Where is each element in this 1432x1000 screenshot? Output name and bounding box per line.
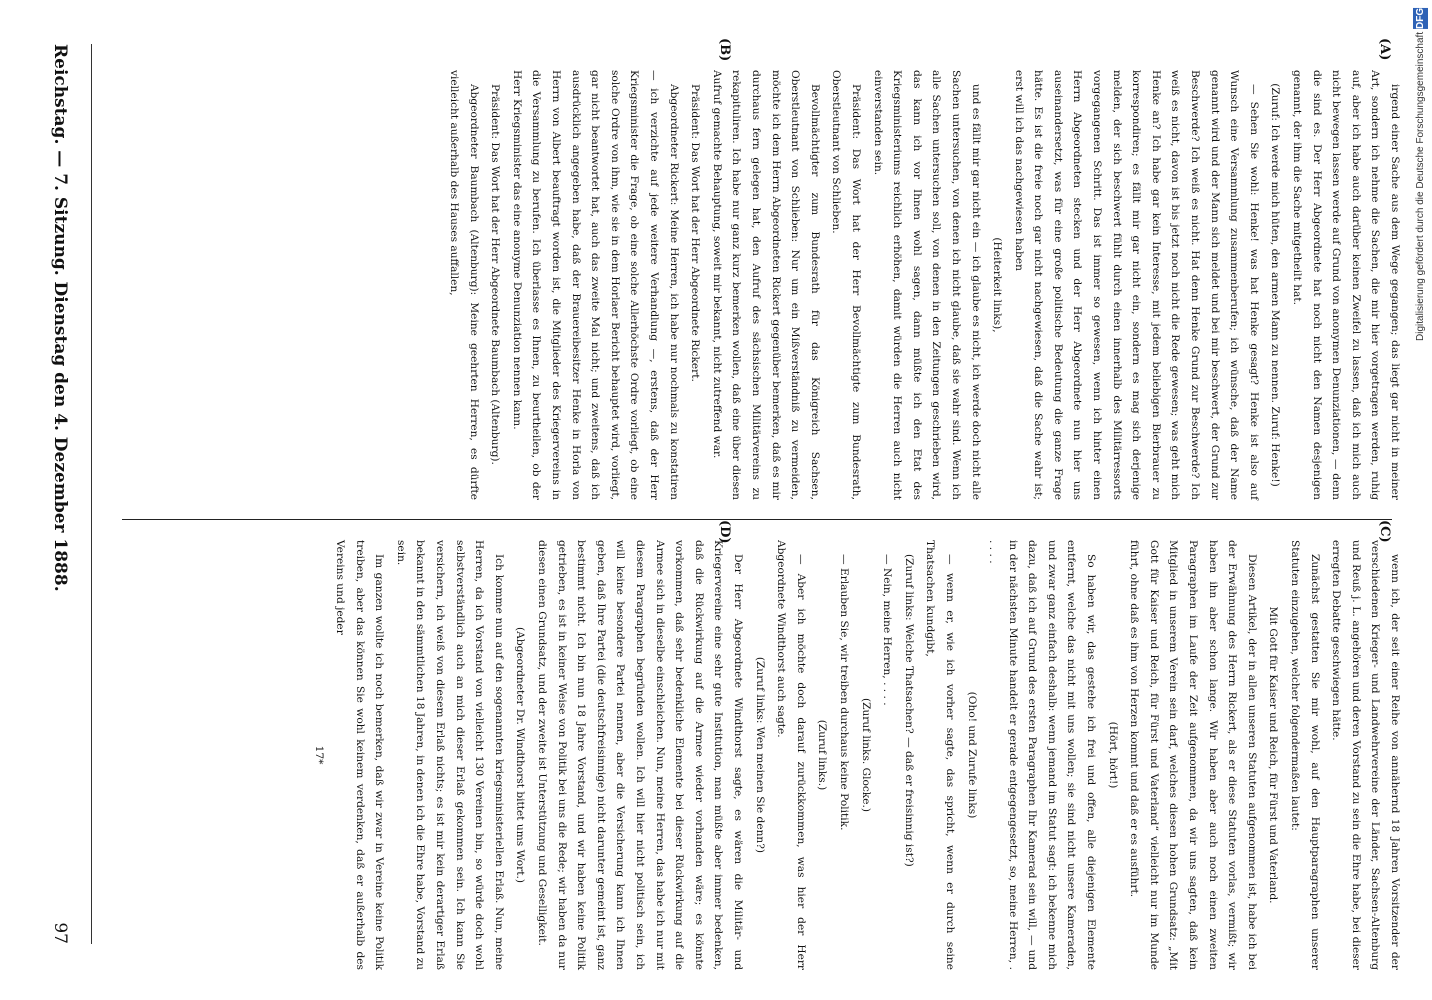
interjection: (Zuruf links.) [816,719,829,791]
signature-mark: 17* [312,745,325,765]
header-rule [91,44,92,944]
paragraph: — wenn er, wie ich vorher sagte, das spricht, wenn er durch seine Thatsachen kundgibt, [924,540,956,970]
margin-mark-b: (B) [717,38,732,62]
paragraph: Präsident: Das Wort hat der Herr Bevollmächtigte zum Bundesrath, Oberstleutnant von Schlieben. [830,70,862,500]
column-divider [122,519,1392,520]
dfg-logo: DFG [1415,8,1426,30]
paragraph: Zunächst gestatten Sie mir wohl, auf den Hauptparagraphen unserer Statuten einzugehen, welcher folgendermaßen lautet: [1289,540,1321,970]
paragraph: Abgeordneter Baumbach (Altenburg): Meine geehrten Herren, es dürfte vielleicht außerhalb des Hauses auffallen, [448,70,480,500]
paragraph: Ich komme nun auf den sogenannten kriegsministeriellen Erlaß. Nun, meine Herren, da ich Vorstand von vielleicht 130 Vereinen bin, so würde doch wohl selbstverständlich auch an mich dieser Erlaß gekommen sein. Ich kann Sie versichern, ich weiß von diesem Erlaß nichts; es ist mir kein derartiger Erlaß bekannt in den sämmtlichen 18 Jahren, in denen ich die Ehre habe, Vorstand zu sein. [394,540,505,971]
paragraph: irgend einer Sache aus dem Wege gegangen; das liegt gar nicht in meiner Art, sondern ich nehme die Sachen, die mir hier vorgetragen werden, ruhig auf, aber ich habe auch darüber keinen Zweifel zu lassen, daß ich mich auch nicht bewegen lassen werde auf Grund von anonymen Denunziationen, — denn die sind es. Der Herr Abgeordnete hat noch nicht den Namen desjenigen genannt, der ihm die Sache mitgetheilt hat. [1291,70,1401,500]
digitization-credit [1415,8,1426,341]
paragraph: Diesen Artikel, der in allen unseren Statuten aufgenommen ist, habe ich bei der Erwähnung des Herrn Rickert, als er diese Statuten vorlas, vermißt; wir haben ihn aber schon lange. Wir haben aber auch noch einen zweiten Paragraphen im Laufe der Zeit aufgenommen, da wir uns sagten, daß kein Mitglied in unserem Verein sein darf, welches diesen hohen Grundsatz: „Mit Gott für Kaiser und Reich, für Fürst und Vaterland“ vielleicht nur im Munde führt, ohne daß es ihm von Herzen kommt und daß er es ausführt. [1128,540,1258,970]
credit-text: Digitalisierung gefördert durch die Deutsche Forschungsgemeinschaft [1415,31,1426,341]
margin-mark-a: (A) [1377,38,1392,61]
interjection: (Zuruf links: Wen meinen Sie denn?) [753,656,766,854]
paragraph: — Nein, meine Herren, . . . . [881,554,894,706]
interjection: (Zuruf: Ich werde mich hüten, den armen Mann zu nennen. Zuruf: Henke!) [1269,83,1282,487]
paragraph: Präsident: Das Wort hat der Herr Abgeordnete Rickert. [689,84,702,382]
paragraph: Im ganzen wollte ich noch bemerken, daß wir zwar in Vereine keine Politik treiben, aber das können Sie wohl keinem verdenken, daß er außerhalb des Vereins und jeder [334,540,386,970]
interjection: (Zuruf links. Glocke.) [859,697,872,813]
paragraph: — Sehen Sie wohl: Henke! was hat Henke gesagt? Henke ist also auf Wunsch eine Versammlung zusammenberufen; ich wünsche, daß der Name genannt wird und der Mann sich meldet und bei mir beschwert, der Grund zur Beschwerde? Ich weiß es nicht. Hat denn Henke Grund zur Beschwerde? Ich weiß es nicht, davon ist bis jetzt noch nicht die Rede gewesen; was geht mich Henke an? Ich habe gar kein Interesse, mit jedem beliebigen Bierbrauer zu korrespondiren; es fällt mir gar nicht ein, sondern es mag sich derjenige melden, der sich beschwert fühlt durch einen innerhalb des Militärressorts vorgegangenen Schritt. Das ist immer so gewesen, wenn ich hinter einen Herrn Abgeordneten stecken und der Herr Abgeordnete nun hier uns auseinandersetzt, was für eine große politische Bedeutung die ganze Frage hätte. Es ist die freie noch gar nicht nachgewiesen, daß die Sache wahr ist; erst will ich das nachgewiesen haben [1012,70,1260,500]
paragraph: und es fällt mir gar nicht ein — ich glaube es nicht, ich werde doch nicht alle Sachen untersuchen, von denen ich nicht glaube, daß sie wahr sind. Wenn ich alle Sachen untersuchen soll, von denen in den Zeitungen geschrieben wird, das kann ich vor Ihnen wohl sagen, dann müßte ich den Etat des Kriegsministeriums reichlich erhöhen, damit würden die Herren auch nicht einverstanden sein. [871,70,982,500]
paragraph: Abgeordneter Rickert: Meine Herren, ich habe nur nochmals zu konstatiren — ich verzichte auf jede weitere Verhandlung —, erstens, daß der Herr Kriegsminister die Frage, ob eine solche Allerhöchste Ordre vorliegt, ob eine solche Ordre von ihm, wie sie in dem Horlaer Bericht behauptet wird, vorliegt, gar nicht beantwortet hat, auch das zweite Mal nicht; und zweitens, daß ich ausdrücklich angegeben habe, daß der Brauereibesitzer Henke in Horla von Herrn von Albert beauftragt worden ist, die Mitglieder des Kriegervereins in die Versammlung zu berufen. Ich überlasse es Ihnen, zu beurtheilen, ob der Herr Kriegsminister das eine anonyme Denunziation nennen kann. [510,70,680,500]
paragraph: Bevollmächtigter zum Bundesrath für das Königreich Sachsen, Oberstleutnant von Schlieben: Nur um ein Mißverständniß zu vermeiden, möchte ich dem Herrn Abgeordneten Rickert gegenüber bemerken, daß es mir durchaus fern gelegen hat, den Aufruf des sächsischen Militärvereins zu rekapituliren. Ich habe nur ganz kurz bemerken wollen, daß eine über diesen Aufruf gemachte Behauptung, soweit mir bekannt, nicht zutreffend war. [710,70,821,500]
page-number: 97 [50,922,70,944]
margin-mark-d: (D) [717,520,732,544]
interjection: (Oho! und Zurufe links) [965,691,978,819]
interjection: (Heiterkeit links), [991,237,1004,333]
page-header [40,44,80,944]
right-column [124,540,1404,970]
motto: Mit Gott für Kaiser und Reich, für Fürst und Vaterland. [1267,606,1280,904]
header-title: Reichstag. — 7. Sitzung. Dienstag den 4. Dezember 1888. [50,44,70,592]
margin-mark-c: (C) [1377,520,1392,543]
paragraph: Der Herr Abgeordnete Windthorst sagte, es wären die Militär- und Kriegervereine eine sehr gute Institution, man müßte aber immer bedenken, daß die Rückwirkung auf die Armee wieder vorhanden wäre; es könnte vorkommen, daß sehr bedenkliche Elemente bei dieser Rückwirkung auf die Armee sich in dieselbe einschleichen. Nun, meine Herren, das habe ich nur mit diesem Paragraphen begründen wollen. Ich will hier nicht politisch sein, ich will keine besondere Partei nennen, aber die Versicherung kann ich Ihnen geben, daß Ihre Partei (die deutschfreisinnige) nicht darunter gemeint ist, ganz bestimmt nicht. Ich bin nun 18 Jahre Vorstand, und wir haben keine Politik getrieben, es ist in keiner Weise von Politik bei uns die Rede; wir haben da nur diesen einen Grundsatz, und der zweite ist Unterstützung und Geselligkeit. [536,540,744,970]
paragraph: So haben wir, das gestehe ich frei und offen, alle diejenigen Elemente entfernt, welche das nicht mit uns wollen; sie sind nicht unsere Kameraden, und zwar ganz einfach deshalb: wenn jemand im Statut sagt: ich bekenne mich dazu, daß ich auf Grund des ersten Paragraphen Ihr Kamerad sein will, — und in der nächsten Minute handelt er gerade entgegengesetzt, so, meine Herren, . . . . . [987,540,1098,970]
paragraph: (Zuruf links: Welche Thatsachen? — daß er freisinnig ist?) [902,554,915,867]
paragraph: Präsident: Das Wort hat der Herr Abgeordnete Baumbach (Altenburg). [489,84,502,465]
interjection: (Abgeordneter Dr. Windthorst bittet ums Wort.) [514,627,527,883]
interjection: (Hört, hört!) [1106,721,1119,789]
paragraph: — Aber ich möchte doch darauf zurückkommen, was hier der Herr Abgeordnete Windthorst auch sagte. [775,540,807,970]
left-column [124,70,1404,500]
paragraph: — Erlauben Sie, wir treiben durchaus keine Politik. [837,554,850,831]
paragraph: wenn ich, der seit einer Reihe von annähernd 18 Jahren Vorsitzender der verschiedenen Krieger- und Landwehrvereine der Länder, Sachsen-Altenburg und Reuß j. L. angehören und deren Vorstand zu sein die Ehre habe, bei dieser erregten Debatte geschwiegen hätte. [1330,540,1401,970]
